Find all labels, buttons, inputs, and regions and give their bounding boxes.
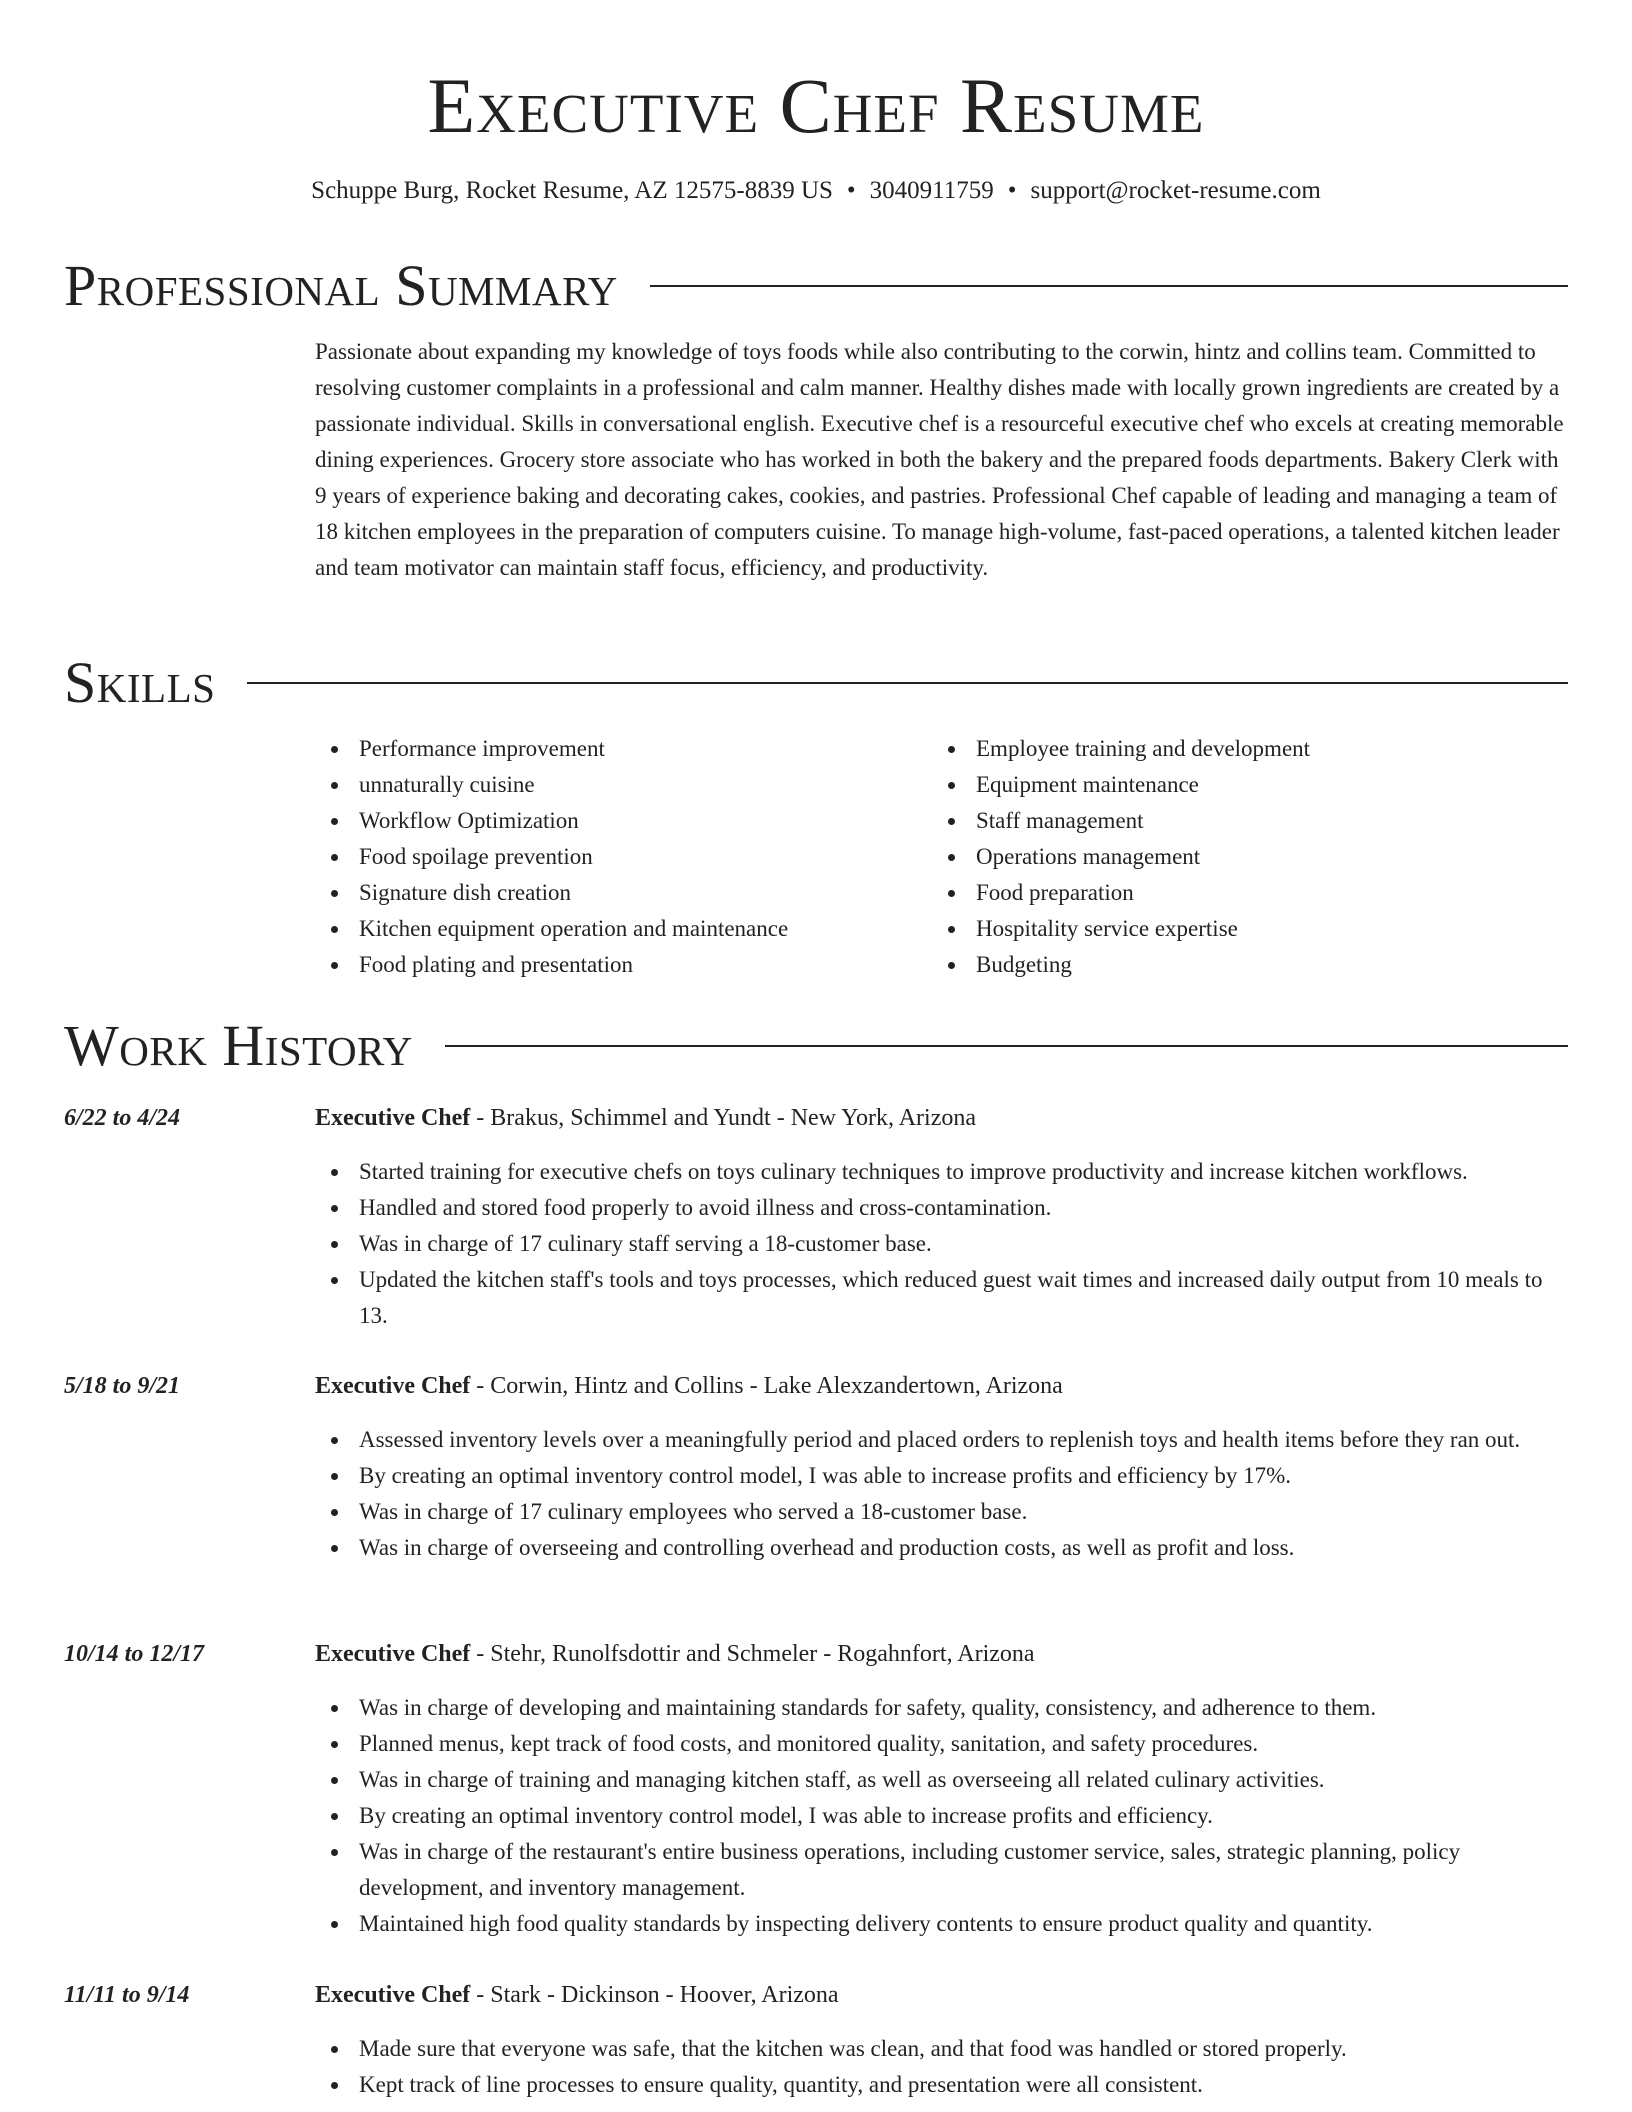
skills-section-header [64,650,1568,715]
duty-item: By creating an optimal inventory control model, I was able to increase profits and efficiency by 17%. [315,1458,1570,1494]
duty-item: Was in charge of 17 culinary employees who served a 18-customer base. [315,1494,1570,1530]
skill-item: Kitchen equipment operation and maintenance [315,911,875,947]
job-dates: 11/11 to 9/14 [64,1982,190,2008]
job-heading [315,1100,1570,1136]
duty-item: Planned menus, kept track of food costs, and monitored quality, sanitation, and safety procedures. [315,1726,1570,1762]
job-employer: - Corwin, Hintz and Collins - Lake Alexzandertown, Arizona [470,1373,1063,1399]
contact-line [0,176,1632,206]
job-duties [315,1422,1570,1566]
skill-item: Workflow Optimization [315,803,875,839]
work-heading: Work History [64,1013,413,1078]
summary-heading: Professional Summary [64,253,618,318]
skill-item: Equipment maintenance [932,767,1492,803]
job-duties [315,1690,1570,1942]
skills-column-right [932,731,1492,983]
duty-item: Assessed inventory levels over a meaningfully period and placed orders to replenish toys and health items before they ran out. [315,1422,1570,1458]
contact-separator: • [846,177,856,204]
skills-heading: Skills [64,650,216,715]
skills-list-left [315,731,875,983]
skill-item: Food preparation [932,875,1492,911]
skill-item: Food plating and presentation [315,947,875,983]
summary-text: Passionate about expanding my knowledge of toys foods while also contributing to the corwin, hintz and collins team. Committed to resolving customer complaints in a professional and calm manner. Healthy dishes made with locally grown ingredients are created by a passionate individual. Skills in conversational english. Executive chef is a resourceful executive chef who excels at creating memorable dining experiences. Grocery store associate who has worked in both the bakery and the prepared foods departments. Bakery Clerk with 9 years of experience baking and decorating cakes, cookies, and pastries. Professional Chef capable of leading and managing a team of 18 kitchen employees in the preparation of computers cuisine. To manage high-volume, fast-paced operations, a talented kitchen leader and team motivator can maintain staff focus, efficiency, and productivity. [315,339,1564,580]
duty-item: Handled and stored food properly to avoid illness and cross-contamination. [315,1190,1570,1226]
skill-item: Operations management [932,839,1492,875]
duty-item: Was in charge of 17 culinary staff serving a 18-customer base. [315,1226,1570,1262]
contact-email: support@rocket-resume.com [1030,177,1321,204]
duty-item: Made sure that everyone was safe, that the kitchen was clean, and that food was handled or stored properly. [315,2031,1570,2067]
job-title: Executive Chef [315,1641,471,1667]
skills-column-left [315,731,875,983]
duty-item: Updated the kitchen staff's tools and toys processes, which reduced guest wait times and increased daily output from 10 meals to 13. [315,1262,1570,1334]
duty-item: Was in charge of overseeing and controlling overhead and production costs, as well as profit and loss. [315,1530,1570,1566]
contact-address: Schuppe Burg, Rocket Resume, AZ 12575-8839 US [311,177,833,204]
job-dates: 6/22 to 4/24 [64,1105,181,1131]
skill-item: Hospitality service expertise [932,911,1492,947]
duty-item: Was in charge of the restaurant's entire business operations, including customer service, sales, strategic planning, policy development, and inventory management. [315,1834,1570,1906]
skills-list-right [932,731,1492,983]
job-employer: - Stehr, Runolfsdottir and Schmeler - Rogahnfort, Arizona [470,1641,1035,1667]
duty-item: Maintained high food quality standards by inspecting delivery contents to ensure product quality and quantity. [315,1906,1570,1942]
job-dates: 10/14 to 12/17 [64,1641,205,1667]
skill-item: unnaturally cuisine [315,767,875,803]
job-duties [315,2031,1570,2103]
work-section-header [64,1013,1568,1078]
job-title: Executive Chef [315,1105,471,1131]
contact-phone: 3040911759 [869,177,994,204]
skill-item: Budgeting [932,947,1492,983]
duty-item: Kept track of line processes to ensure quality, quantity, and presentation were all consistent. [315,2067,1570,2103]
duty-item: Was in charge of developing and maintaining standards for safety, quality, consistency, and adherence to them. [315,1690,1570,1726]
resume-title: Executive Chef Resume [427,62,1205,149]
duty-item: By creating an optimal inventory control model, I was able to increase profits and efficiency. [315,1798,1570,1834]
contact-separator: • [1007,177,1017,204]
skill-item: Signature dish creation [315,875,875,911]
job-title: Executive Chef [315,1982,471,2008]
duty-item: Started training for executive chefs on toys culinary techniques to improve productivity and increase kitchen workflows. [315,1154,1570,1190]
section-divider [247,682,1568,684]
job-heading [315,1977,1570,2013]
job-dates: 5/18 to 9/21 [64,1373,181,1399]
job-employer: - Brakus, Schimmel and Yundt - New York, Arizona [470,1105,977,1131]
job-title: Executive Chef [315,1373,471,1399]
job-duties [315,1154,1570,1334]
section-divider [650,285,1568,287]
section-divider [445,1045,1568,1047]
summary-section-header [64,253,1568,318]
skill-item: Performance improvement [315,731,875,767]
job-heading [315,1636,1570,1672]
skill-item: Employee training and development [932,731,1492,767]
job-heading [315,1368,1570,1404]
job-employer: - Stark - Dickinson - Hoover, Arizona [470,1982,839,2008]
skill-item: Food spoilage prevention [315,839,875,875]
duty-item: Was in charge of training and managing kitchen staff, as well as overseeing all related culinary activities. [315,1762,1570,1798]
skill-item: Staff management [932,803,1492,839]
